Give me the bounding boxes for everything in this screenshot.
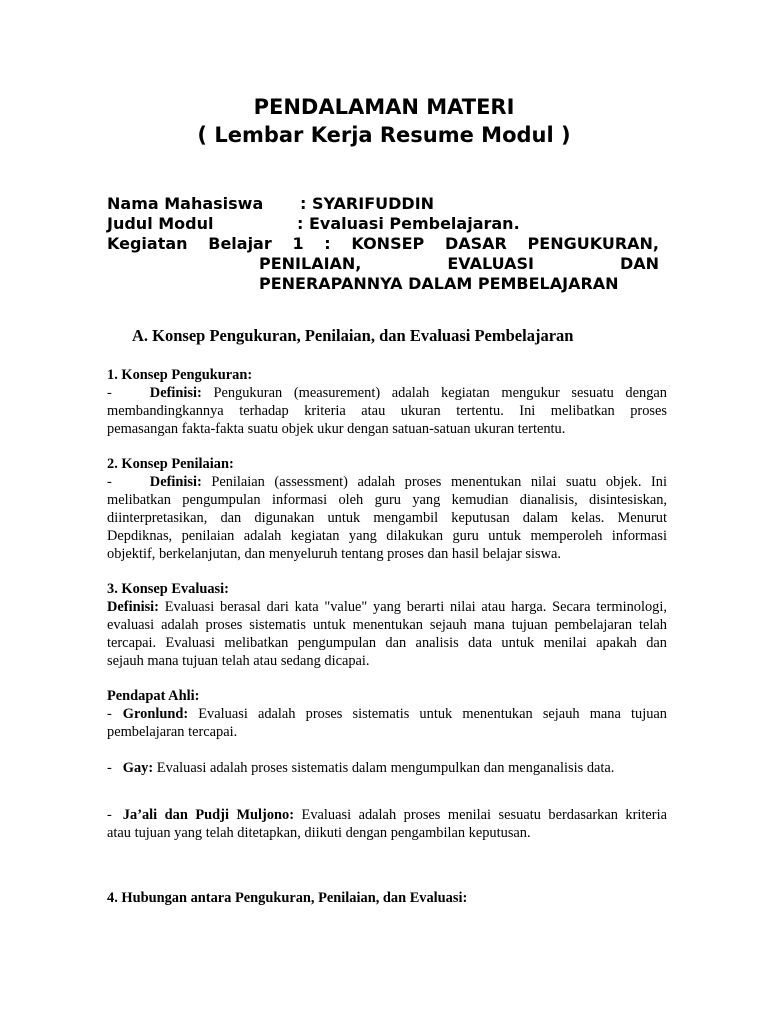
section-1-line-1 <box>107 384 667 402</box>
gronlund-line-2: pembelajaran tercapai. <box>107 724 238 740</box>
section-2 <box>107 455 667 563</box>
section-2-line-4: Depdiknas, penilaian adalah kegiatan yang dilakukan guru untuk memperoleh informasi <box>107 528 667 544</box>
nama-row <box>107 194 435 214</box>
pendapat-ahli <box>107 687 667 741</box>
jaali-label: Ja’ali dan Pudji Muljono: <box>122 807 295 823</box>
jaali-line-1 <box>107 806 667 824</box>
kegiatan-line-1: Kegiatan Belajar 1 : KONSEP DASAR PENGUKURAN, <box>107 234 659 253</box>
definisi-text: Penilaian (assessment) adalah proses menentukan nilai suatu objek. Ini <box>211 474 667 490</box>
section-a-heading: A. Konsep Pengukuran, Penilaian, dan Evaluasi Pembelajaran <box>132 326 574 345</box>
section-2-heading: 2. Konsep Penilaian: <box>107 456 234 472</box>
jaali-line-2: atau tujuan yang telah ditetapkan, diikuti dengan pengambilan keputusan. <box>107 825 531 841</box>
dash: - <box>107 385 112 401</box>
kegiatan-line-3: PENERAPANNYA DALAM PEMBELAJARAN <box>259 274 619 293</box>
student-info <box>107 194 659 294</box>
definisi-label: Definisi: <box>149 474 202 490</box>
section-1-line-3: pemasangan fakta-fakta suatu objek ukur dengan satuan-satuan ukuran tertentu. <box>107 421 566 437</box>
section-1 <box>107 366 667 438</box>
gronlund-label: Gronlund: <box>122 706 189 722</box>
section-3-heading: 3. Konsep Evaluasi: <box>107 581 229 597</box>
section-1-heading: 1. Konsep Pengukuran: <box>107 367 253 383</box>
dash: - <box>107 474 112 490</box>
jaali-item <box>107 806 667 842</box>
section-3-line-1 <box>107 598 667 616</box>
document-subtitle: ( Lembar Kerja Resume Modul ) <box>197 123 571 147</box>
section-1-line-2: membandingkannya terhadap kriteria atau ukuran tertentu. Ini melibatkan proses <box>107 403 667 419</box>
gronlund-text: Evaluasi adalah proses sistematis untuk menentukan sejauh mana tujuan <box>198 706 667 722</box>
judul-label: Judul Modul <box>107 214 214 233</box>
section-3-line-3: tercapai. Evaluasi melibatkan pengumpulan dan analisis data untuk menilai apakah dan <box>107 635 667 651</box>
document-title: PENDALAMAN MATERI <box>253 95 515 119</box>
section-4 <box>107 889 667 907</box>
nama-value: : SYARIFUDDIN <box>300 194 435 213</box>
pendapat-ahli-heading: Pendapat Ahli: <box>107 688 200 704</box>
kegiatan-line-2: PENILAIAN, EVALUASI DAN <box>259 254 659 273</box>
definisi-label: Definisi: <box>149 385 202 401</box>
dash: - <box>107 760 112 776</box>
dash: - <box>107 807 112 823</box>
gay-label: Gay: <box>122 760 154 776</box>
gay-text: Evaluasi adalah proses sistematis dalam mengumpulkan dan menganalisis data. <box>156 760 615 776</box>
dash: - <box>107 706 112 722</box>
section-3-line-4: sejauh mana tujuan telah atau sedang dicapai. <box>107 653 370 669</box>
jaali-text: Evaluasi adalah proses menilai sesuatu berdasarkan kriteria <box>301 807 667 823</box>
section-3 <box>107 580 667 670</box>
definisi-text: Evaluasi berasal dari kata "value" yang berarti nilai atau harga. Secara terminologi, <box>164 599 667 615</box>
section-4-heading: 4. Hubungan antara Pengukuran, Penilaian, dan Evaluasi: <box>107 890 468 906</box>
section-2-line-1 <box>107 473 667 491</box>
section-2-line-3: diinterpretasikan, dan digunakan untuk mengambil keputusan dalam kelas. Menurut <box>107 510 667 526</box>
definisi-text: Pengukuran (measurement) adalah kegiatan mengukur sesuatu dengan <box>213 385 667 401</box>
nama-label: Nama Mahasiswa <box>107 194 264 213</box>
gay-item <box>107 759 667 777</box>
judul-value: : Evaluasi Pembelajaran. <box>297 214 520 233</box>
definisi-label: Definisi: <box>107 599 159 615</box>
section-2-line-5: objektif, berkelanjutan, dan menyeluruh tentang proses dan hasil belajar siswa. <box>107 546 561 562</box>
judul-row <box>107 214 520 234</box>
section-2-line-2: melibatkan pengumpulan informasi oleh guru yang kemudian dianalisis, disintesiskan, <box>107 492 667 508</box>
gronlund-line-1 <box>107 705 667 723</box>
section-3-line-2: evaluasi adalah proses sistematis untuk menentukan sejauh mana tujuan pembelajaran telah <box>107 617 667 633</box>
